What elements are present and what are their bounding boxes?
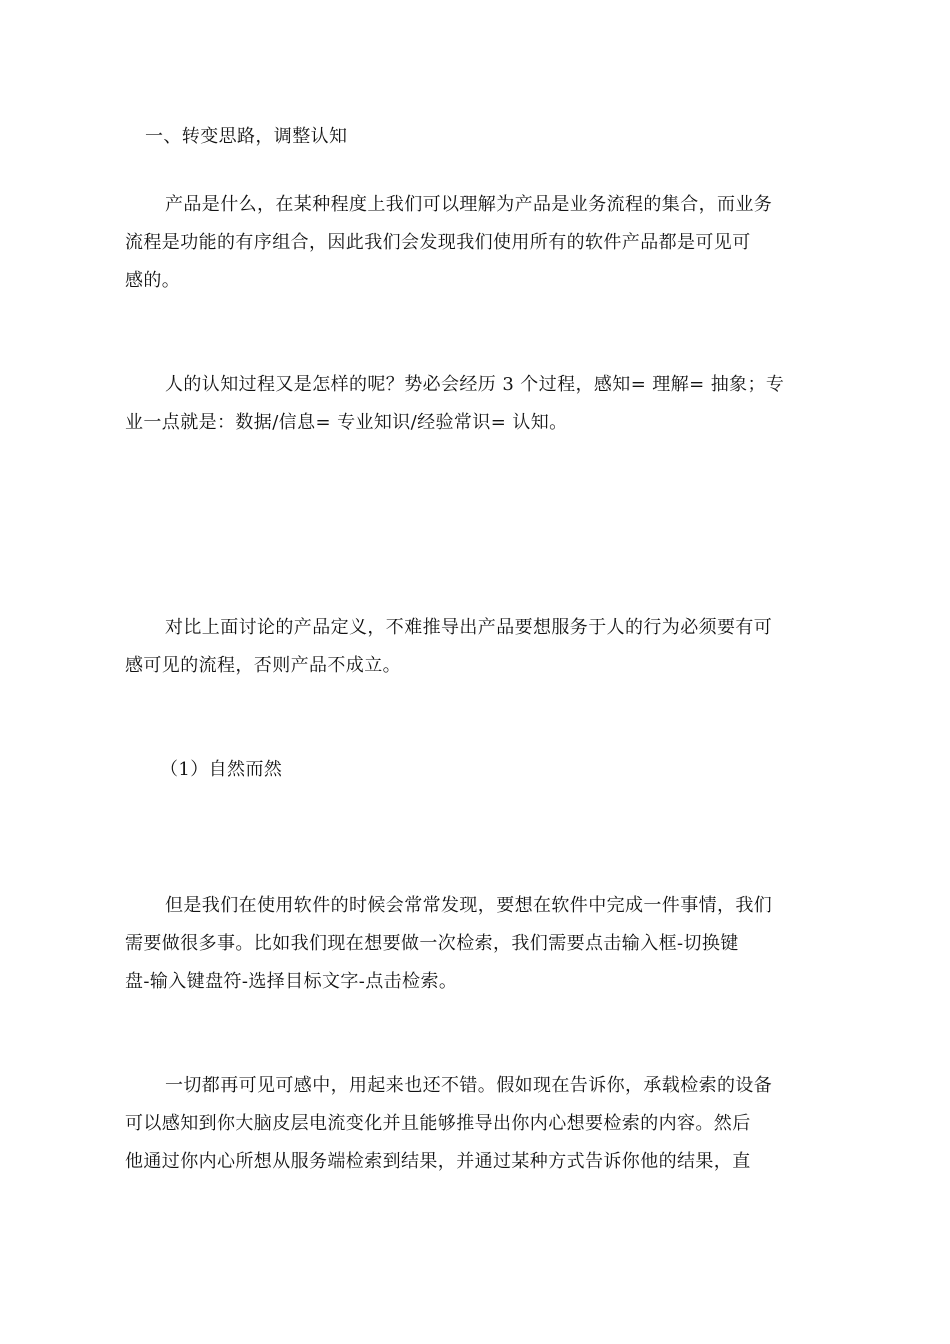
paragraph-line: 感的。	[125, 270, 181, 291]
paragraph-line: 对比上面讨论的产品定义，不难推导出产品要想服务于人的行为必须要有可	[165, 617, 773, 638]
paragraph-brain-sensing	[125, 1067, 805, 1181]
sub-heading-text: （1）自然而然	[160, 759, 283, 780]
paragraph-line: 盘-输入键盘符-选择目标文字-点击检索。	[125, 971, 458, 992]
paragraph-product-definition	[125, 186, 805, 300]
paragraph-line: 但是我们在使用软件的时候会常常发现，要想在软件中完成一件事情，我们	[165, 895, 773, 916]
section-heading-text: 一、转变思路，调整认知	[145, 126, 348, 147]
sub-heading	[160, 751, 820, 789]
paragraph-search-steps	[125, 887, 805, 1001]
paragraph-line: 需要做很多事。比如我们现在想要做一次检索，我们需要点击输入框-切换键	[125, 933, 739, 954]
paragraph-line: 他通过你内心所想从服务端检索到结果，并通过某种方式告诉你他的结果，直	[125, 1151, 751, 1172]
paragraph-line: 感可见的流程，否则产品不成立。	[125, 655, 401, 676]
paragraph-line: 流程是功能的有序组合，因此我们会发现我们使用所有的软件产品都是可见可	[125, 232, 751, 253]
paragraph-line: 人的认知过程又是怎样的呢？势必会经历 3 个过程，感知= 理解= 抽象；专	[165, 374, 785, 395]
paragraph-line: 一切都再可见可感中，用起来也还不错。假如现在告诉你，承载检索的设备	[165, 1075, 773, 1096]
section-heading	[145, 118, 805, 156]
paragraph-visible-process	[125, 609, 805, 685]
paragraph-line: 业一点就是：数据/信息= 专业知识/经验常识= 认知。	[125, 412, 568, 433]
paragraph-line: 产品是什么，在某种程度上我们可以理解为产品是业务流程的集合，而业务	[165, 194, 773, 215]
paragraph-cognition-process	[125, 366, 805, 442]
paragraph-line: 可以感知到你大脑皮层电流变化并且能够推导出你内心想要检索的内容。然后	[125, 1113, 751, 1134]
